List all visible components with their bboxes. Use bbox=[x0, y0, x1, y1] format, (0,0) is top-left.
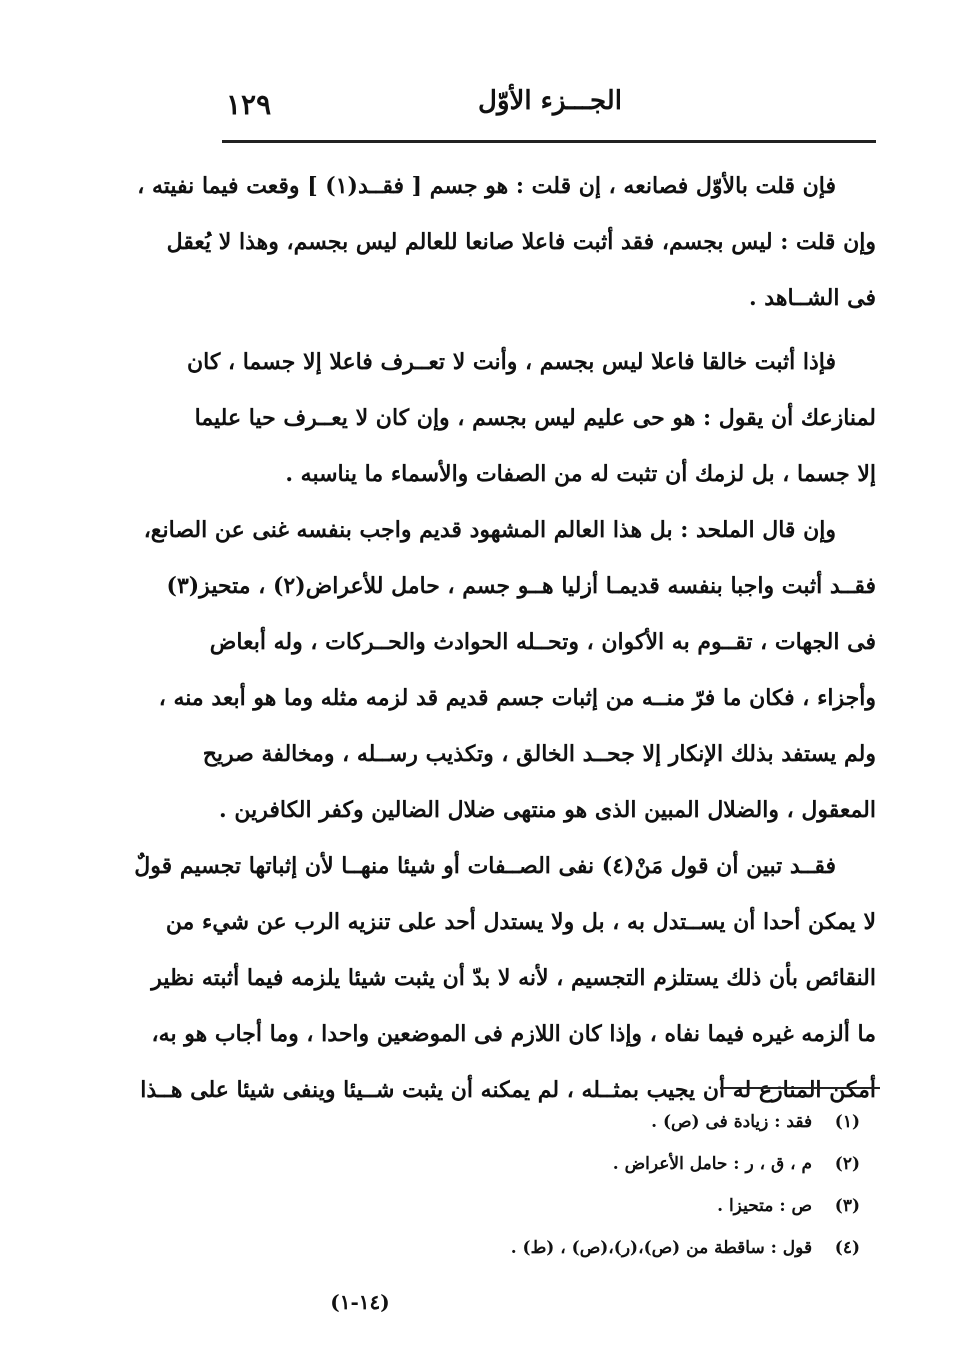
footnote-number: (١) bbox=[834, 1112, 860, 1132]
text-line: ولم يستفد بذلك الإنكار إلا جحــد الخالق ، وتكذيب رســله ، ومخالفة صريح bbox=[202, 741, 876, 767]
footnotes bbox=[420, 1104, 860, 1272]
footnote-text: ص : متحيزا . bbox=[717, 1196, 813, 1216]
footnote-rule bbox=[720, 1087, 880, 1089]
paragraph-2 bbox=[186, 334, 876, 502]
text-line: وإن قال الملحد : بل هذا العالم المشهود قديم واجب بنفسه غنى عن الصانع، bbox=[143, 517, 836, 543]
footnote-number: (٤) bbox=[834, 1238, 860, 1258]
signature-mark: (١٤-١) bbox=[330, 1290, 390, 1314]
text-line: فقــد تبين أن قول مَنْ(٤) نفى الصــفات أو شيئا منهــا لأن إثباتها تجسيم قولٌ bbox=[134, 853, 836, 879]
text-line: فى الجهات ، تقــوم به الأكوان ، وتحــله الحوادث والحــركات ، وله أبعاض bbox=[209, 629, 876, 655]
paragraph-3 bbox=[143, 502, 876, 838]
running-title: الجـــزء الأوّل bbox=[478, 86, 622, 116]
paragraph-4 bbox=[134, 838, 876, 1118]
text-line: المعقول ، والضلال المبين الذى هو منتهى ضلال الضالين وكفر الكافرين . bbox=[219, 797, 876, 823]
footnote-number: (٢) bbox=[834, 1154, 860, 1174]
text-line: إلا جسما ، بل لزمك أن تثبت له من الصفات والأسماء ما يناسبه . bbox=[285, 461, 876, 487]
footnote-text: قول : ساقطة من (ص)،(ر)،(ص) ، (ط) . bbox=[510, 1238, 813, 1258]
text-line: النقائص بأن ذلك يستلزم التجسيم ، لأنه لا بدّ أن يثبت شيئا يلزمه فيما أثبته نظير bbox=[151, 965, 876, 991]
text-line: فى الشــاهد . bbox=[748, 285, 876, 311]
text-line: وإن قلت : ليس بجسم، فقد أثبت فاعلا صانعا للعالم ليس بجسم، وهذا لا يُعقل bbox=[166, 229, 876, 255]
footnote-1 bbox=[420, 1104, 860, 1146]
footnote-3 bbox=[420, 1188, 860, 1230]
text-line: لمنازعك أن يقول : هو حى عليم ليس بجسم ، وإن كان لا يعــرف حيا عليما bbox=[194, 405, 876, 431]
text-line: فإذا أثبت خالقا فاعلا ليس بجسم ، وأنت لا تعــرف فاعلا إلا جسما ، كان bbox=[186, 349, 836, 375]
text-line: وأجزاء ، فكان ما فرّ منــه من إثبات جسم قديم قد لزمه مثله وما هو أبعد منه ، bbox=[158, 685, 876, 711]
text-line: لا يمكن أحدا أن يســتدل به ، بل ولا يستدل أحد على تنزيه الرب عن شيء من bbox=[165, 909, 876, 935]
header-rule bbox=[222, 140, 876, 143]
page-number: ١٢٩ bbox=[226, 88, 272, 121]
footnote-4 bbox=[420, 1230, 860, 1272]
text-line: فقــد أثبت واجبا بنفسه قديمـا أزليا هــو جسم ، حامل للأعراض(٢) ، متحيز(٣) bbox=[166, 573, 876, 599]
text-line: ما ألزمه غيره فيما نفاه ، وإذا كان اللازم فى الموضعين واحدا ، وما أجاب هو به، bbox=[151, 1021, 876, 1047]
footnote-text: م ، ق ، ر : حامل الأعراض . bbox=[612, 1154, 813, 1174]
footnote-text: فقد : زيادة فى (ص) . bbox=[651, 1112, 813, 1132]
footnote-number: (٣) bbox=[834, 1196, 860, 1216]
paragraph-1 bbox=[137, 158, 876, 326]
body-text bbox=[134, 158, 876, 1118]
text-line: أمكن المنازع له أن يجيب بمثــله ، لم يمكنه أن يثبت شــيئا وينفى شيئا على هــذا bbox=[140, 1077, 876, 1103]
footnote-2 bbox=[420, 1146, 860, 1188]
text-line: فإن قلت بالأوّل فصانعه ، إن قلت : هو جسم [ فقــد(١) ] وقعت فيما نفيته ، bbox=[137, 173, 836, 199]
